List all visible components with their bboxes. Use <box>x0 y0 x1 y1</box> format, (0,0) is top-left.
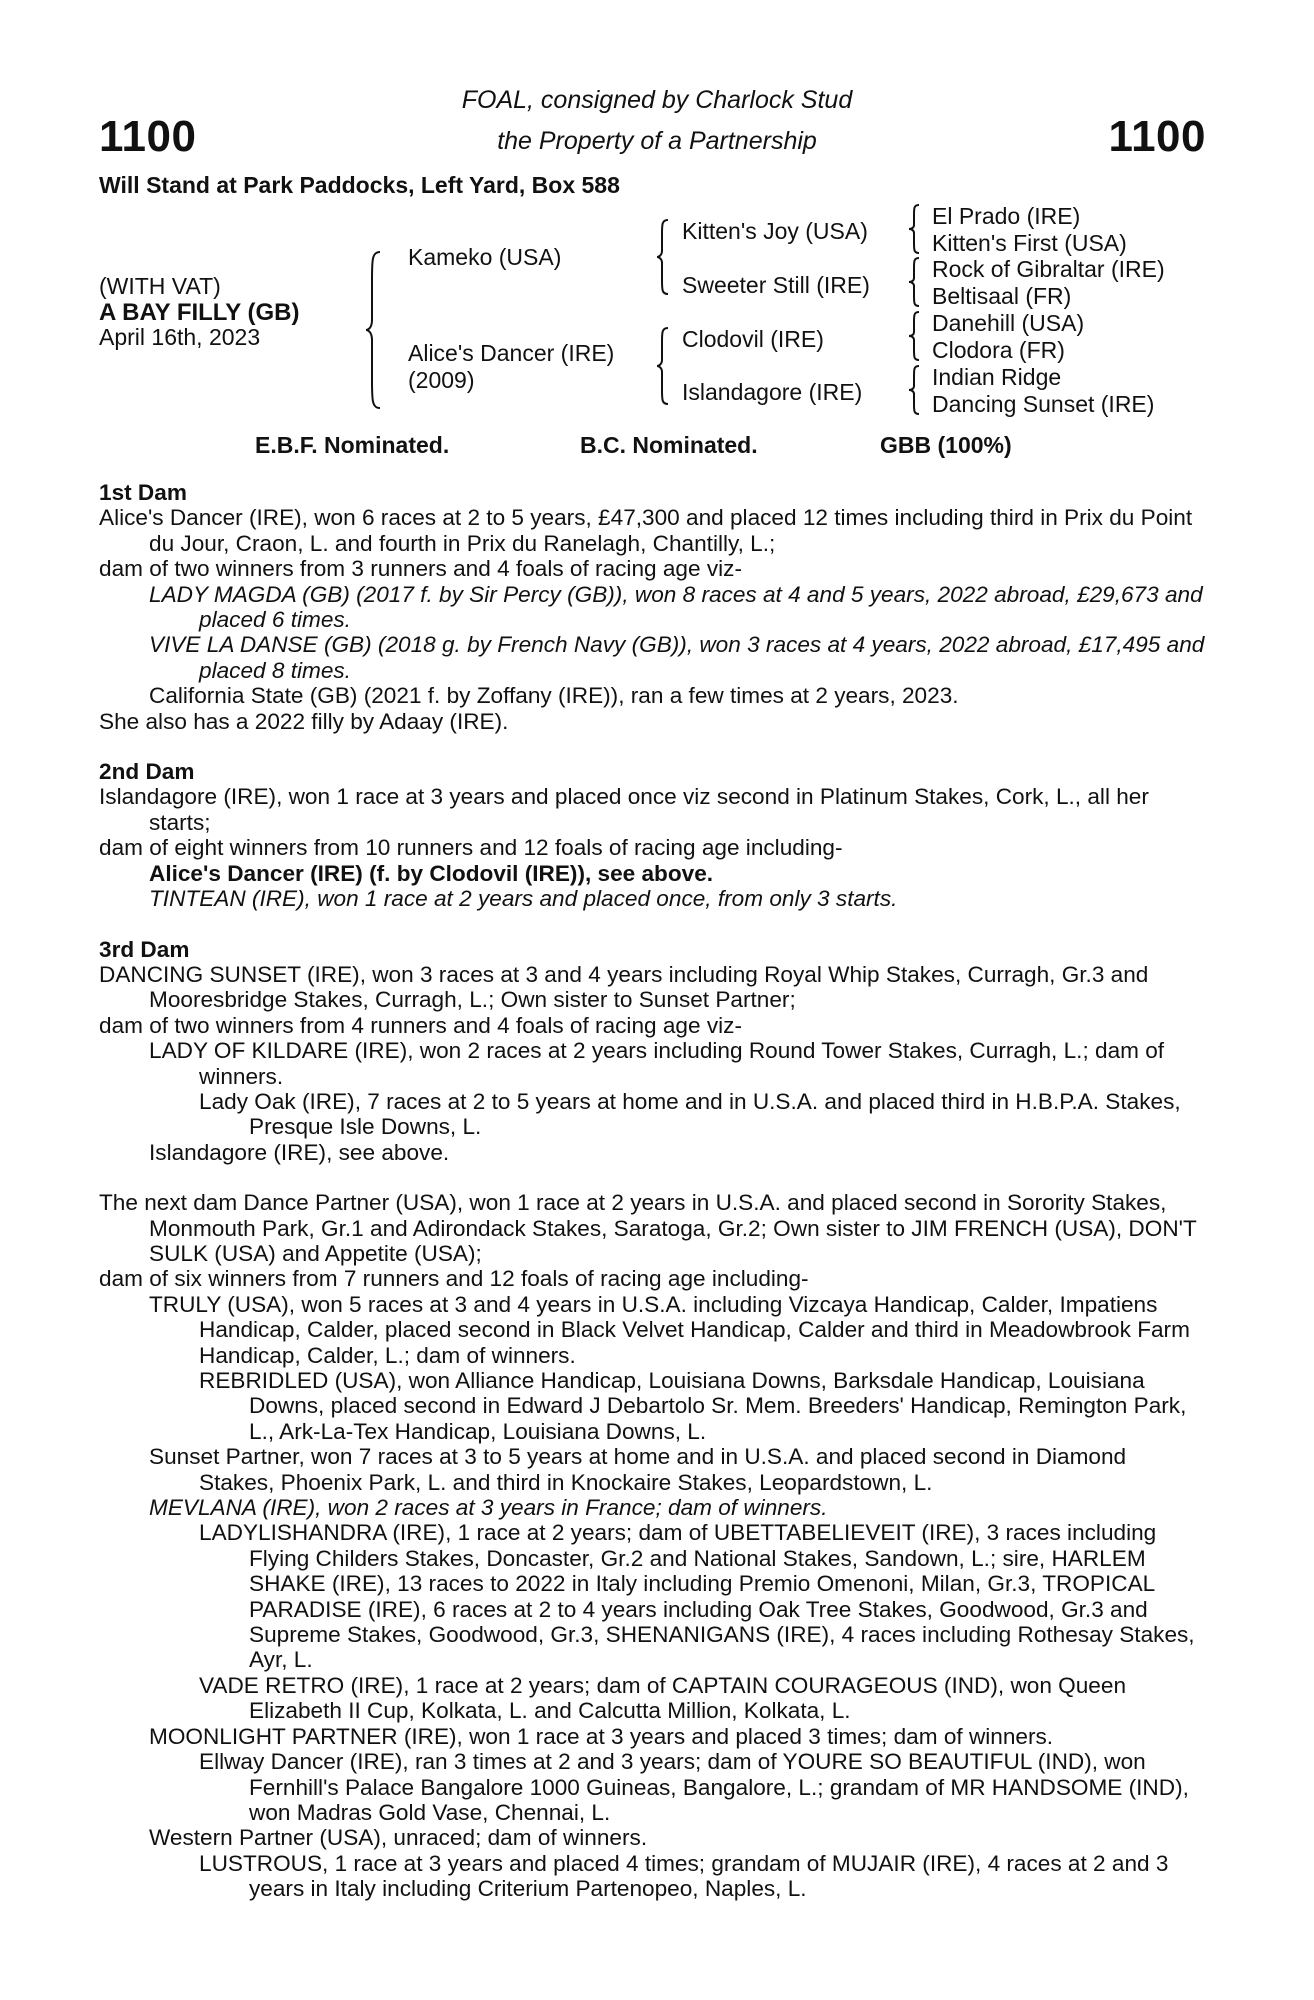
pedigree-g4-6: Clodora (FR) <box>932 337 1065 363</box>
second-dam-heading: 2nd Dam <box>99 759 195 785</box>
pedigree-sire: Kameko (USA) <box>408 244 562 270</box>
catalogue-body <box>99 480 1205 1902</box>
pedigree-g4-5: Danehill (USA) <box>932 310 1085 336</box>
pedigree-g4-1: El Prado (IRE) <box>932 203 1081 229</box>
first-dam-heading: 1st Dam <box>99 480 187 505</box>
stand-location: Will Stand at Park Paddocks, Left Yard, Box 588 <box>99 172 620 198</box>
first-dam-produce-summary: dam of two winners from 3 runners and 4 foals of racing age viz- <box>99 556 742 582</box>
pedigree-g4-4: Beltisaal (FR) <box>932 283 1072 309</box>
produce-ellway-dancer: Ellway Dancer (IRE), ran 3 times at 2 and 3 years; dam of YOURE SO BEAUTIFUL (IND), won Fernhill's Palace Bangalore 1000 Guineas, Bangalore, L.; grandam of MR HANDSOME (IND), won Madras Gold Vase, Chennai, L. <box>199 1749 1189 1825</box>
third-dam-record: DANCING SUNSET (IRE), won 3 races at 3 and 4 years including Royal Whip Stakes, Curragh, Gr.3 and Mooresbridge Stakes, Curragh, L.; Own sister to Sunset Partner; <box>99 961 1149 1013</box>
produce-ladylishandra: LADYLISHANDRA (IRE), 1 race at 2 years; dam of UBETTABELIEVEIT (IRE), 3 races including Flying Childers Stakes, Doncaster, Gr.2 and National Stakes, Sandown, L.; sire, HARLEM SHAKE (IRE), 13 races to 2022 in Italy including Premio Omenoni, Milan, Gr.3, TROPICAL PARADISE (IRE), 6 races at 2 to 4 years including Oak Tree Stakes, Goodwood, Gr.3 and Supreme Stakes, Goodwood, Gr.3, SHENANIGANS (IRE), 4 races including Rothesay Stakes, Ayr, L. <box>199 1520 1195 1673</box>
produce-truly: TRULY (USA), won 5 races at 3 and 4 years in U.S.A. including Vizcaya Handicap, Calder, Impatiens Handicap, Calder, placed second in Black Velvet Handicap, Calder and third in Meadowbrook Farm Handicap, Calder, L.; dam of winners. <box>149 1291 1190 1368</box>
bc-nomination: B.C. Nominated. <box>580 432 758 458</box>
produce-california-state: California State (GB) (2021 f. by Zoffany (IRE)), ran a few times at 2 years, 2023. <box>149 683 959 709</box>
produce-lustrous: LUSTROUS, 1 race at 3 years and placed 4 times; grandam of MUJAIR (IRE), 4 races at 2 and 3 years in Italy including Criterium Partenopeo, Naples, L. <box>199 1850 1169 1902</box>
pedigree-g4-7: Indian Ridge <box>932 364 1062 390</box>
ebf-nomination: E.B.F. Nominated. <box>255 432 450 458</box>
pedigree-brace-dam <box>656 326 672 406</box>
produce-sunset-partner: Sunset Partner, won 7 races at 3 to 5 years at home and in U.S.A. and placed second in Diamond Stakes, Phoenix Park, L. and third in Knockaire Stakes, Leopardstown, L. <box>149 1444 1127 1495</box>
pedigree-g4-8: Dancing Sunset (IRE) <box>932 391 1155 417</box>
consignor-line: FOAL, consigned by Charlock Stud <box>461 86 853 114</box>
pedigree-brace-sire <box>656 218 672 296</box>
pedigree-brace-g4-4 <box>908 364 922 416</box>
pedigree-brace-gen1 <box>366 250 386 410</box>
pedigree-brace-g4-2 <box>908 256 922 308</box>
pedigree-dam-sire: Clodovil (IRE) <box>682 326 824 352</box>
produce-rebridled: REBRIDLED (USA), won Alliance Handicap, Louisiana Downs, Barksdale Handicap, Louisiana Downs, placed second in Edward J Debartolo Sr. Mem. Breeders' Handicap, Remington Park, L., Ark-La-Tex Handicap, Louisiana Downs, L. <box>199 1368 1187 1444</box>
third-dam-produce-summary: dam of two winners from 4 runners and 4 foals of racing age viz- <box>99 1012 742 1038</box>
pedigree-brace-g4-3 <box>908 310 922 362</box>
foaling-date: April 16th, 2023 <box>99 324 261 350</box>
lot-number-right: 1100 <box>1108 112 1206 161</box>
produce-lady-oak: Lady Oak (IRE), 7 races at 2 to 5 years at home and in U.S.A. and placed third in H.B.P.A. Stakes, Presque Isle Downs, L. <box>199 1088 1181 1140</box>
produce-mevlana: MEVLANA (IRE), won 2 races at 3 years in France; dam of winners. <box>149 1495 828 1521</box>
second-dam-produce-summary: dam of eight winners from 10 runners and 12 foals of racing age including- <box>99 835 843 861</box>
produce-vade-retro: VADE RETRO (IRE), 1 race at 2 years; dam of CAPTAIN COURAGEOUS (IND), won Queen Elizabeth II Cup, Kolkata, L. and Calcutta Million, Kolkata, L. <box>199 1672 1127 1724</box>
horse-name: A BAY FILLY (GB) <box>99 299 300 326</box>
next-dam-record: The next dam Dance Partner (USA), won 1 race at 2 years in U.S.A. and placed second in Sorority Stakes, Monmouth Park, Gr.1 and Adirondack Stakes, Saratoga, Gr.2; Own sister to JIM FRENCH (USA), DON'T SULK (USA) and Appetite (USA); <box>99 1190 1197 1266</box>
pedigree-brace-g4-1 <box>908 203 922 255</box>
gbb-note: GBB (100%) <box>880 432 1012 458</box>
third-dam-heading: 3rd Dam <box>99 936 190 962</box>
produce-western-partner: Western Partner (USA), unraced; dam of winners. <box>149 1825 648 1851</box>
property-line: the Property of a Partnership <box>497 127 817 155</box>
produce-2022-filly: She also has a 2022 filly by Adaay (IRE). <box>99 708 509 734</box>
pedigree-dam-dam: Islandagore (IRE) <box>682 379 863 405</box>
pedigree-sire-sire: Kitten's Joy (USA) <box>682 218 868 244</box>
produce-vive-la-danse: VIVE LA DANSE (GB) (2018 g. by French Navy (GB)), won 3 races at 4 years, 2022 abroad, £17,495 and placed 8 times. <box>149 632 1205 683</box>
lot-number-left: 1100 <box>99 112 197 161</box>
produce-lady-of-kildare: LADY OF KILDARE (IRE), won 2 races at 2 years including Round Tower Stakes, Curragh, L.; dam of winners. <box>149 1038 1165 1089</box>
pedigree-sire-dam: Sweeter Still (IRE) <box>682 272 870 298</box>
pedigree-g4-2: Kitten's First (USA) <box>932 230 1127 256</box>
pedigree-dam-year: (2009) <box>408 367 475 393</box>
produce-islandagore: Islandagore (IRE), see above. <box>149 1139 450 1165</box>
pedigree-dam: Alice's Dancer (IRE) <box>408 340 615 366</box>
produce-tintean: TINTEAN (IRE), won 1 race at 2 years and placed once, from only 3 starts. <box>149 886 898 912</box>
first-dam-record: Alice's Dancer (IRE), won 6 races at 2 to 5 years, £47,300 and placed 12 times including third in Prix du Point du Jour, Craon, L. and fourth in Prix du Ranelagh, Chantilly, L.; <box>99 505 1193 556</box>
second-dam-record: Islandagore (IRE), won 1 race at 3 years and placed once viz second in Platinum Stakes, Cork, L., all her starts; <box>99 784 1149 835</box>
next-dam-produce-summary: dam of six winners from 7 runners and 12 foals of racing age including- <box>99 1266 809 1292</box>
produce-lady-magda: LADY MAGDA (GB) (2017 f. by Sir Percy (GB)), won 8 races at 4 and 5 years, 2022 abroad, £29,673 and placed 6 times. <box>149 581 1203 633</box>
produce-moonlight-partner: MOONLIGHT PARTNER (IRE), won 1 race at 3 years and placed 3 times; dam of winners. <box>149 1723 1054 1749</box>
vat-note: (WITH VAT) <box>99 273 221 299</box>
pedigree-g4-3: Rock of Gibraltar (IRE) <box>932 256 1165 282</box>
produce-alices-dancer: Alice's Dancer (IRE) (f. by Clodovil (IRE)), see above. <box>149 860 714 886</box>
